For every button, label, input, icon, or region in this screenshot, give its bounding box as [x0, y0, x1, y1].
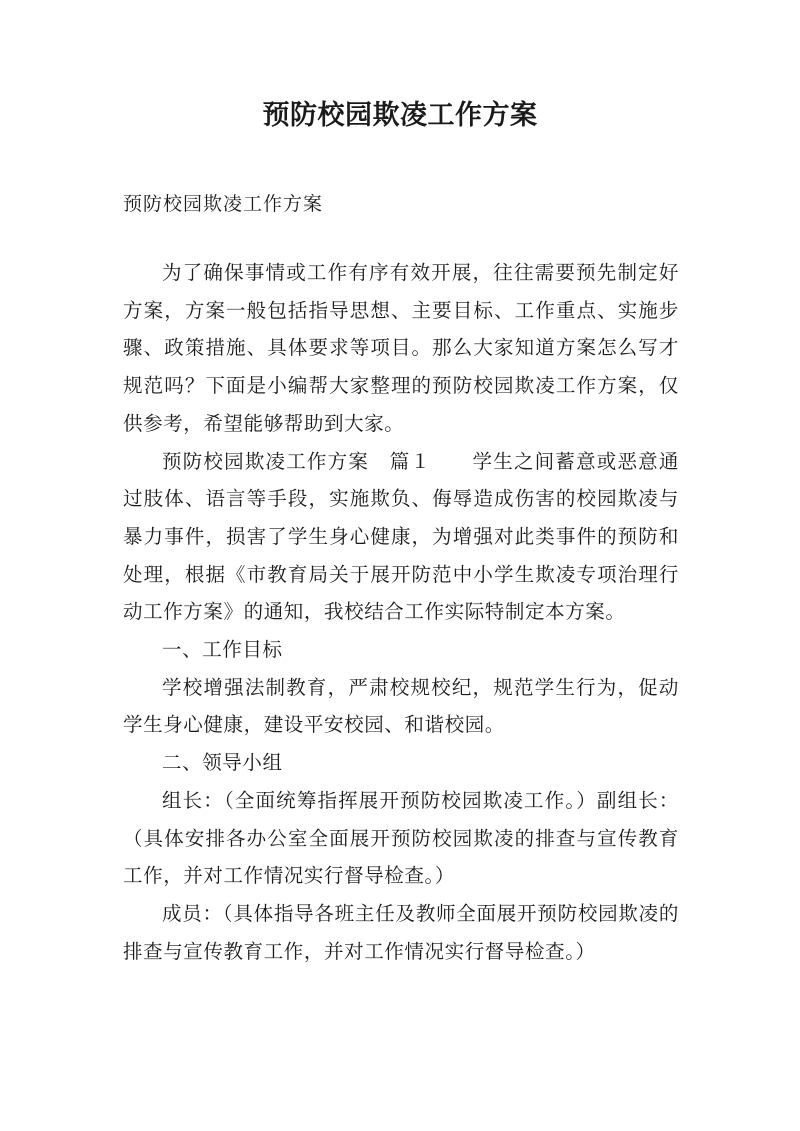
paragraph-work-goal: 学校增强法制教育，严肃校规校纪，规范学生行为，促动学生身心健康，建设平安校园、和谐校园。 [123, 675, 679, 737]
paragraph-leader: 组长：（全面统筹指挥展开预防校园欺凌工作。）副组长：（具体安排各办公室全面展开预防校园欺凌的排查与宣传教育工作，并对工作情况实行督导检查。） [123, 788, 679, 888]
document-title: 预防校园欺凌工作方案 [262, 100, 538, 131]
heading-leadership-group: 二、领导小组 [162, 751, 283, 775]
heading-work-goal: 一、工作目标 [162, 638, 283, 662]
paragraph-members: 成员：（具体指导各班主任及教师全面展开预防校园欺凌的排查与宣传教育工作，并对工作情况实行督导检查。） [123, 901, 679, 963]
paragraph-part-1: 预防校园欺凌工作方案 篇１ 学生之间蓄意或恶意通过肢体、语言等手段，实施欺负、侮辱造成伤害的校园欺凌与暴力事件，损害了学生身心健康，为增强对此类事件的预防和处理，根据《市教育局关于展开防范中小学生欺凌专项治理行动工作方案》的通知，我校结合工作实际特制定本方案。 [123, 449, 679, 624]
paragraph-intro: 为了确保事情或工作有序有效开展，往往需要预先制定好方案，方案一般包括指导思想、主要目标、工作重点、实施步骤、政策措施、具体要求等项目。那么大家知道方案怎么写才规范吗？下面是小编帮大家整理的预防校园欺凌工作方案，仅供参考，希望能够帮助到大家。 [123, 261, 679, 435]
document-subtitle: 预防校园欺凌工作方案 [123, 193, 324, 215]
document-body [123, 254, 679, 970]
